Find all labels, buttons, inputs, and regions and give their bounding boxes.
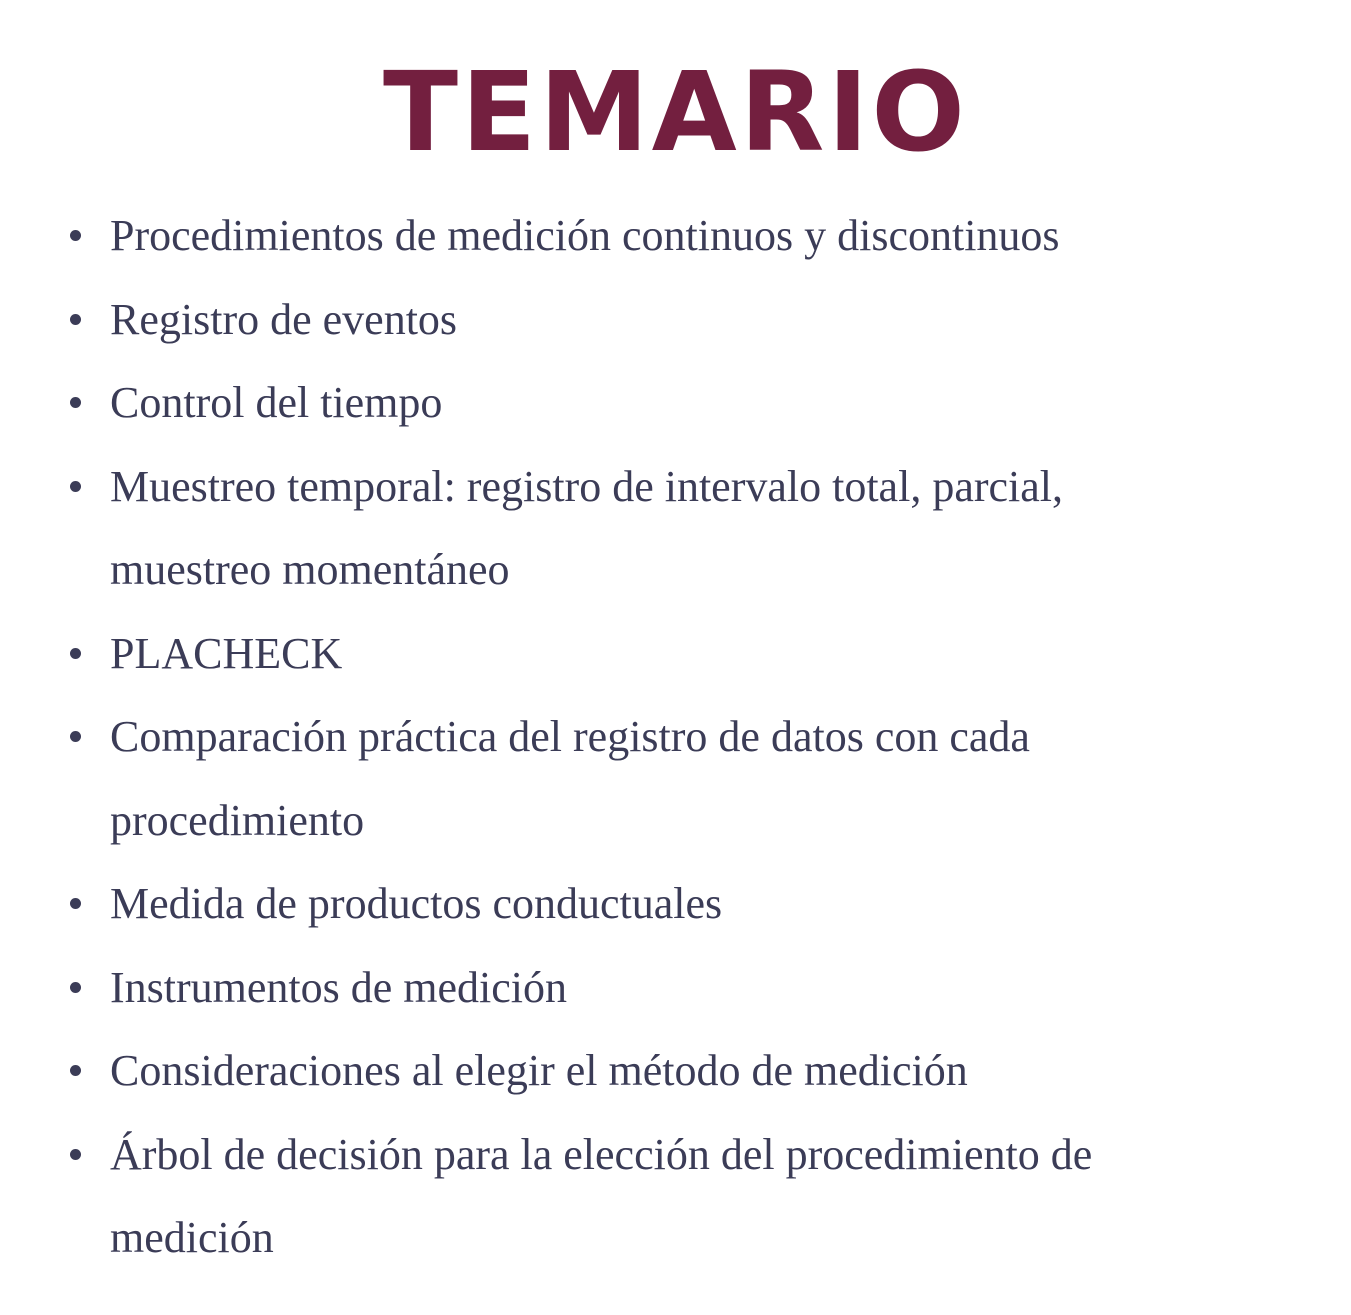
bullet-icon	[70, 481, 81, 492]
topic-label: Procedimientos de medición continuos y discontinuos	[110, 211, 1060, 260]
topic-list	[0, 194, 1230, 1280]
topic-label: Consideraciones al elegir el método de medición	[110, 1046, 968, 1095]
bullet-icon	[70, 314, 81, 325]
bullet-icon	[70, 648, 81, 659]
list-item	[0, 1113, 1230, 1280]
list-item	[0, 1029, 1230, 1113]
list-item	[0, 361, 1230, 445]
bullet-icon	[70, 898, 81, 909]
bullet-icon	[70, 1065, 81, 1076]
list-item	[0, 612, 1230, 696]
list-item	[0, 862, 1230, 946]
bullet-icon	[70, 397, 81, 408]
bullet-icon	[70, 1149, 81, 1160]
list-item	[0, 278, 1230, 362]
topic-label: Comparación práctica del registro de datos con cada procedimiento	[110, 712, 1030, 845]
topic-label: Muestreo temporal: registro de intervalo total, parcial, muestreo momentáneo	[110, 461, 1064, 594]
topic-label: Medida de productos conductuales	[110, 879, 723, 928]
bullet-icon	[70, 982, 81, 993]
topic-label: Registro de eventos	[110, 294, 458, 344]
list-item	[0, 445, 1230, 612]
topic-label: Instrumentos de medición	[110, 962, 568, 1012]
topic-label: PLACHECK	[110, 628, 343, 678]
bullet-icon	[70, 731, 81, 742]
topic-label: Control del tiempo	[110, 378, 443, 427]
page-title: TEMARIO	[383, 48, 968, 176]
bullet-icon	[70, 230, 81, 241]
topic-label: Árbol de decisión para la elección del procedimiento de medición	[110, 1129, 1093, 1262]
list-item	[0, 194, 1230, 278]
list-item	[0, 695, 1230, 862]
list-item	[0, 946, 1230, 1030]
